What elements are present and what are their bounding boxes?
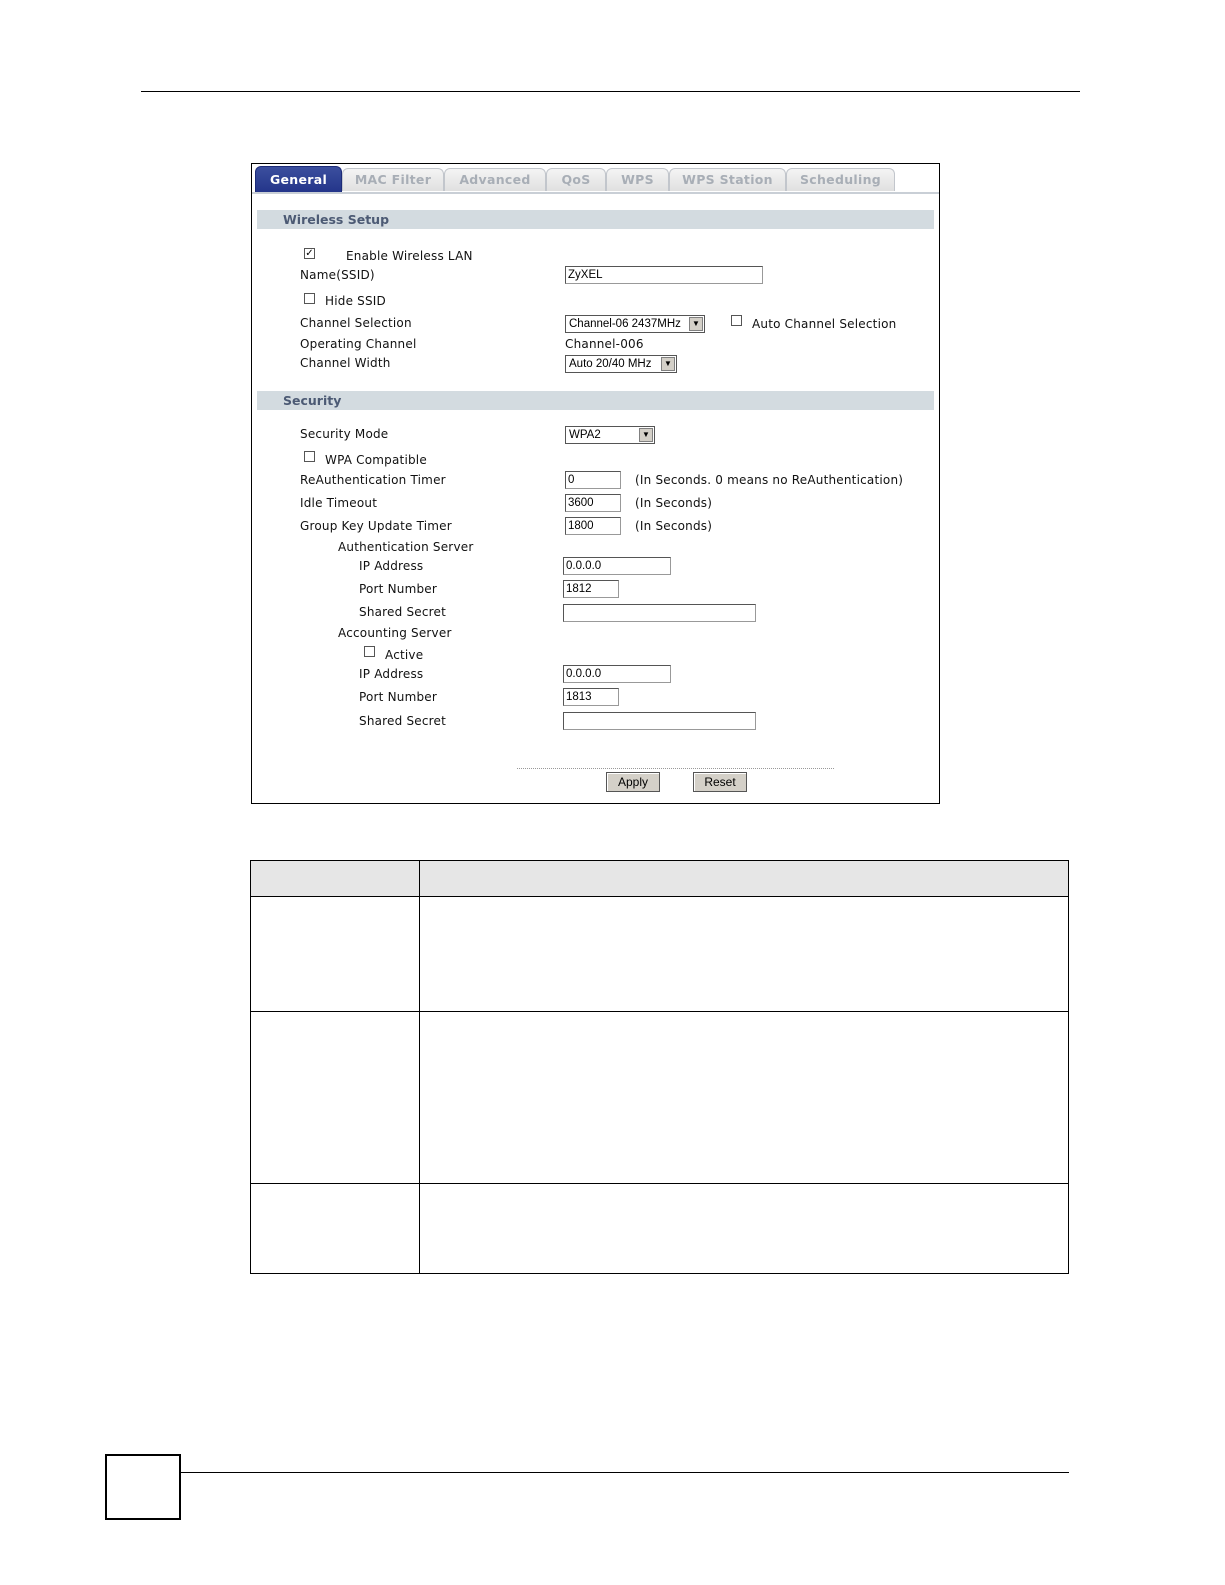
table-cell — [251, 1012, 420, 1184]
channel-selection-select[interactable] — [565, 315, 705, 333]
wpa-compatible-label: WPA Compatible — [325, 453, 427, 467]
auth-secret-input[interactable] — [563, 604, 756, 622]
auth-server-heading: Authentication Server — [338, 540, 474, 554]
acct-secret-input[interactable] — [563, 712, 756, 730]
wireless-settings-screenshot — [251, 163, 940, 804]
tab-scheduling[interactable]: Scheduling — [786, 168, 895, 191]
button-divider — [517, 768, 834, 769]
enable-wlan-checkbox[interactable]: ✓ — [305, 248, 314, 259]
table-cell — [251, 897, 420, 1012]
acct-server-heading: Accounting Server — [338, 626, 452, 640]
acct-ip-input[interactable]: 0.0.0.0 — [563, 665, 671, 683]
wpa-compatible-checkbox[interactable] — [304, 451, 315, 462]
table-cell — [420, 1184, 1069, 1274]
tab-mac-filter[interactable]: MAC Filter — [342, 168, 444, 191]
security-section-header: Security — [257, 391, 934, 410]
auto-channel-checkbox[interactable] — [731, 315, 742, 326]
security-mode-label: Security Mode — [300, 427, 389, 441]
table-cell — [420, 1012, 1069, 1184]
tab-wps-station[interactable]: WPS Station — [669, 168, 786, 191]
reauth-timer-label: ReAuthentication Timer — [300, 473, 446, 487]
group-key-timer-label: Group Key Update Timer — [300, 519, 452, 533]
ssid-input[interactable]: ZyXEL — [565, 266, 763, 284]
channel-width-label: Channel Width — [300, 356, 391, 370]
tab-advanced[interactable]: Advanced — [444, 168, 546, 191]
hide-ssid-label: Hide SSID — [325, 294, 386, 308]
auth-ip-label: IP Address — [359, 559, 424, 573]
acct-ip-label: IP Address — [359, 667, 424, 681]
idle-timeout-label: Idle Timeout — [300, 496, 378, 510]
enable-wlan-label: Enable Wireless LAN — [346, 249, 473, 263]
dropdown-arrow-icon: ▼ — [661, 357, 675, 371]
auth-secret-label: Shared Secret — [359, 605, 447, 619]
operating-channel-label: Operating Channel — [300, 337, 417, 351]
tab-general[interactable]: General — [255, 166, 342, 192]
channel-width-value: Auto 20/40 MHz — [569, 358, 652, 370]
table-header-cell — [420, 861, 1069, 897]
reauth-timer-input[interactable]: 0 — [565, 471, 621, 489]
idle-timeout-hint: (In Seconds) — [635, 496, 713, 510]
table-header-cell — [251, 861, 420, 897]
table-row — [251, 897, 1069, 1012]
security-mode-select[interactable] — [565, 426, 655, 444]
auto-channel-label: Auto Channel Selection — [752, 317, 897, 331]
reset-button[interactable]: Reset — [693, 772, 747, 792]
tab-qos[interactable]: QoS — [546, 168, 606, 191]
group-key-timer-hint: (In Seconds) — [635, 519, 713, 533]
idle-timeout-input[interactable]: 3600 — [565, 494, 621, 512]
tab-bar — [252, 164, 939, 194]
operating-channel-value: Channel-006 — [565, 337, 644, 351]
channel-selection-value: Channel-06 2437MHz — [569, 318, 681, 330]
table-cell — [420, 897, 1069, 1012]
tab-wps[interactable]: WPS — [606, 168, 669, 191]
channel-selection-label: Channel Selection — [300, 316, 412, 330]
dropdown-arrow-icon: ▼ — [639, 428, 653, 442]
ssid-label: Name(SSID) — [300, 268, 375, 282]
auth-ip-input[interactable]: 0.0.0.0 — [563, 557, 671, 575]
header-rule — [141, 91, 1080, 92]
auth-port-label: Port Number — [359, 582, 438, 596]
channel-width-select[interactable] — [565, 355, 677, 373]
table-header-row — [251, 861, 1069, 897]
dropdown-arrow-icon: ▼ — [689, 317, 703, 331]
security-mode-value: WPA2 — [569, 429, 601, 441]
group-key-timer-input[interactable]: 1800 — [565, 517, 621, 535]
table-cell — [251, 1184, 420, 1274]
acct-secret-label: Shared Secret — [359, 714, 447, 728]
acct-port-input[interactable]: 1813 — [563, 688, 619, 706]
wireless-setup-section-header: Wireless Setup — [257, 210, 934, 229]
acct-active-label: Active — [385, 648, 424, 662]
acct-active-checkbox[interactable] — [364, 646, 375, 657]
table-row — [251, 1184, 1069, 1274]
page-number-box — [105, 1454, 181, 1520]
table-row — [251, 1012, 1069, 1184]
footer-rule — [178, 1472, 1069, 1473]
auth-port-input[interactable]: 1812 — [563, 580, 619, 598]
acct-port-label: Port Number — [359, 690, 438, 704]
hide-ssid-checkbox[interactable] — [304, 293, 315, 304]
apply-button[interactable]: Apply — [606, 772, 660, 792]
reauth-timer-hint: (In Seconds. 0 means no ReAuthentication) — [635, 473, 904, 487]
description-table — [250, 860, 1069, 1274]
